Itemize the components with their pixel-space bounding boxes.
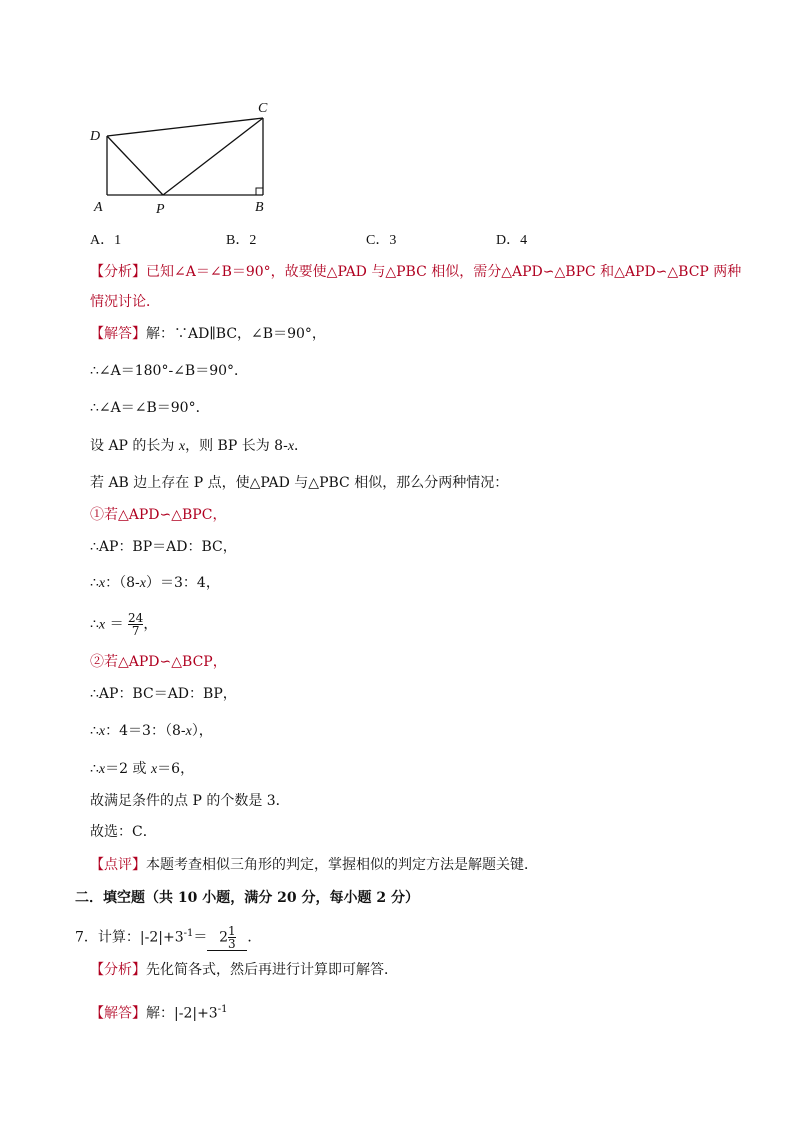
q7-exponent: -1 bbox=[183, 927, 194, 939]
var-x: x bbox=[287, 439, 295, 454]
var-x: x bbox=[185, 724, 192, 739]
answer-l12-d: ）， bbox=[191, 723, 213, 739]
q7-answer-text: 解：|-2|+3 bbox=[146, 1005, 218, 1022]
option-a: A．1 bbox=[90, 233, 122, 248]
comment-line bbox=[90, 855, 538, 875]
equals-sign: ＝ bbox=[105, 616, 129, 633]
case-1-heading: ①若△APD∽△BPC， bbox=[90, 507, 227, 523]
label-a: A bbox=[94, 200, 103, 215]
answer-line-5: 若 AB 边上存在 P 点，使△PAD 与△PBC 相似，那么分两种情况： bbox=[90, 475, 509, 491]
q7-end: ． bbox=[247, 929, 262, 946]
q7-analysis-text: 先化简各式，然后再进行计算即可解答． bbox=[146, 962, 398, 978]
answer-line-4 bbox=[90, 436, 308, 457]
var-x: x bbox=[98, 762, 106, 777]
option-c: C．3 bbox=[366, 233, 397, 248]
answer-line-8 bbox=[90, 573, 220, 594]
comment-tag: 【点评】 bbox=[90, 857, 146, 873]
question-7 bbox=[75, 925, 261, 951]
answer-line-15: 故选：C． bbox=[90, 824, 157, 840]
answer-l8-d: ）＝3：4， bbox=[146, 575, 220, 591]
answer-line-11: ∴AP：BC＝AD：BP， bbox=[90, 686, 237, 702]
quadrilateral-diagram bbox=[80, 96, 280, 221]
q7-prefix: 7．计算：|-2|+3 bbox=[75, 929, 184, 946]
var-x: x bbox=[98, 617, 106, 633]
answer-l4-a: 设 AP 的长为 bbox=[90, 438, 179, 454]
option-d: D．4 bbox=[496, 233, 528, 248]
case-2-heading: ②若△APD∽△BCP， bbox=[90, 654, 227, 670]
answer-l4-d: ． bbox=[294, 438, 309, 454]
comment-text: 本题考查相似三角形的判定，掌握相似的判定方法是解题关键． bbox=[146, 857, 538, 873]
answer-l4-b: ，则 BP 长为 8- bbox=[185, 438, 288, 454]
q7-answer-tag: 【解答】 bbox=[90, 1005, 146, 1022]
answer-line-3: ∴∠A＝∠B＝90°． bbox=[90, 400, 210, 416]
q7-answer-line bbox=[90, 1000, 227, 1024]
answer-line-13 bbox=[90, 759, 194, 780]
therefore-sign: ∴ bbox=[90, 761, 99, 777]
analysis-text-1: 已知∠A＝∠B＝90°，故要使△PAD 与△PBC 相似，需分△APD∽△BPC 和△APD∽△BCP 两种 bbox=[146, 264, 742, 280]
comma: ， bbox=[143, 616, 158, 633]
var-x: x bbox=[139, 576, 146, 591]
therefore-sign: ∴ bbox=[90, 723, 99, 739]
answer-line-14: 故满足条件的点 P 的个数是 3． bbox=[90, 793, 290, 809]
answer-line-2: ∴∠A＝180°-∠B＝90°． bbox=[90, 363, 249, 379]
answer-line-12 bbox=[90, 721, 213, 742]
var-x: x bbox=[150, 762, 158, 777]
answer-line-1 bbox=[90, 324, 326, 344]
q7-analysis-tag: 【分析】 bbox=[90, 962, 146, 978]
right-angle-mark bbox=[256, 188, 263, 195]
fraction-24-7 bbox=[128, 612, 143, 637]
q7-answer-integer: 2 bbox=[219, 929, 229, 946]
answer-l13-b: ＝2 或 bbox=[105, 761, 151, 777]
answer-l8-b: ：（8- bbox=[105, 575, 140, 591]
fraction-numerator: 1 bbox=[228, 924, 236, 938]
q7-analysis-line bbox=[90, 960, 398, 980]
answer-l12-b: ：4＝3：（8- bbox=[105, 723, 186, 739]
therefore-sign: ∴ bbox=[90, 575, 99, 591]
q7-answer-fraction bbox=[228, 925, 236, 950]
segment-pc bbox=[163, 118, 263, 195]
var-x: x bbox=[178, 439, 186, 454]
answer-line-7: ∴AP：BP＝AD：BC， bbox=[90, 539, 237, 555]
var-x: x bbox=[98, 576, 106, 591]
segment-dc bbox=[107, 118, 263, 136]
var-x: x bbox=[98, 724, 106, 739]
label-d: D bbox=[90, 129, 101, 144]
fraction-denominator: 7 bbox=[128, 624, 143, 637]
section-heading: 二．填空题（共 10 小题，满分 20 分，每小题 2 分） bbox=[75, 890, 419, 906]
answer-l13-d: ＝6， bbox=[157, 761, 195, 777]
label-b: B bbox=[255, 200, 264, 215]
answer-line-9 bbox=[90, 612, 157, 637]
label-c: C bbox=[258, 101, 268, 116]
q7-answer-blank bbox=[207, 925, 247, 951]
fraction-numerator: 24 bbox=[128, 611, 144, 625]
therefore-sign: ∴ bbox=[90, 616, 99, 633]
analysis-line-1 bbox=[90, 262, 741, 282]
q7-answer-exponent: -1 bbox=[217, 1004, 228, 1015]
geometry-figure bbox=[80, 96, 280, 221]
answer-text-1: 解：∵AD∥BC，∠B＝90°， bbox=[146, 326, 326, 342]
answer-tag: 【解答】 bbox=[90, 326, 146, 342]
segment-dp bbox=[107, 136, 163, 195]
option-b: B．2 bbox=[226, 233, 257, 248]
fraction-denominator: 3 bbox=[228, 937, 236, 951]
analysis-line-2: 情况讨论． bbox=[90, 294, 160, 310]
label-p: P bbox=[156, 202, 165, 217]
q7-equals: ＝ bbox=[193, 929, 208, 946]
analysis-tag: 【分析】 bbox=[90, 264, 146, 280]
